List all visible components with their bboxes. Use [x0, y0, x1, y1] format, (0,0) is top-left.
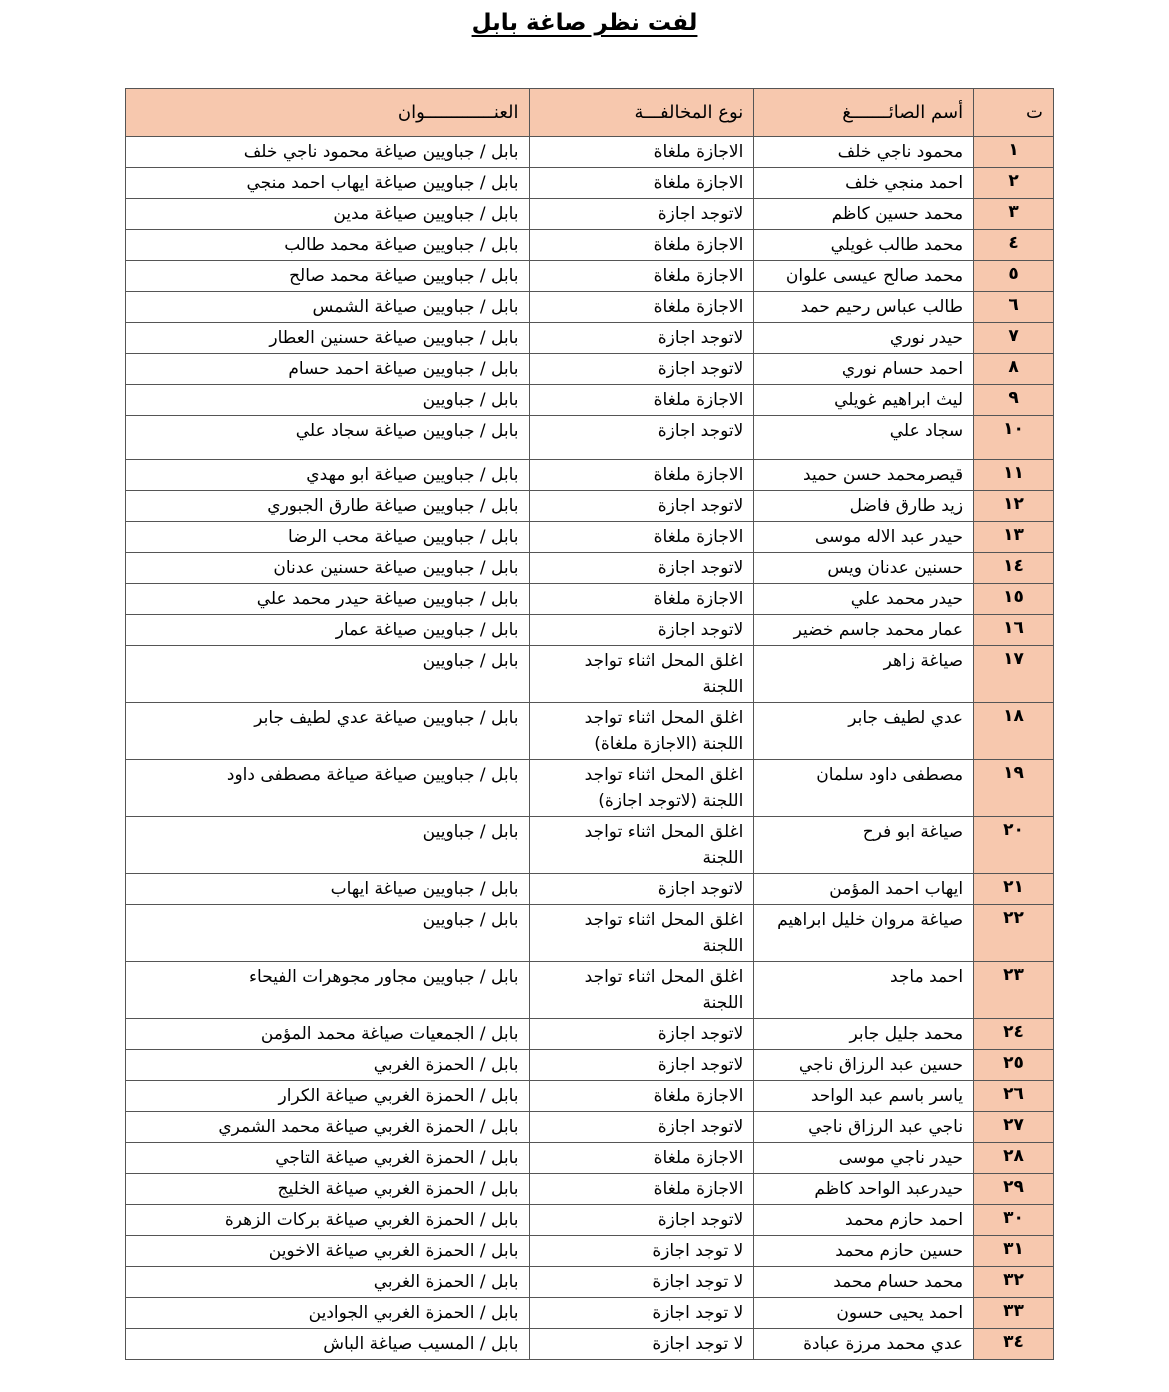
- cell-address: بابل / جباويين صياغة ايهاب احمد منجي: [126, 168, 530, 199]
- cell-address: بابل / جباويين صياغة حسنين عدنان: [126, 553, 530, 584]
- cell-violation: الاجازة ملغاة: [529, 460, 754, 491]
- cell-violation: لاتوجد اجازة: [529, 553, 754, 584]
- cell-address: بابل / جباويين: [126, 905, 530, 962]
- cell-num: ٢: [974, 168, 1054, 199]
- cell-num: ٢٩: [974, 1174, 1054, 1205]
- cell-address: بابل / الحمزة الغربي صياغة الاخوين: [126, 1236, 530, 1267]
- cell-address: بابل / جباويين صياغة عدي لطيف جابر: [126, 703, 530, 760]
- cell-violation: لاتوجد اجازة: [529, 416, 754, 460]
- cell-name: محمد حسين كاظم: [754, 199, 974, 230]
- cell-violation: لا توجد اجازة: [529, 1329, 754, 1360]
- cell-violation: اغلق المحل اثناء تواجد اللجنة (لاتوجد اجازة): [529, 760, 754, 817]
- table-row: [126, 1081, 1054, 1112]
- cell-address: بابل / الحمزة الغربي صياغة التاجي: [126, 1143, 530, 1174]
- cell-num: ١: [974, 137, 1054, 168]
- cell-num: ١٩: [974, 760, 1054, 817]
- cell-address: بابل / جباويين صياغة محمد صالح: [126, 261, 530, 292]
- cell-violation: الاجازة ملغاة: [529, 168, 754, 199]
- cell-address: بابل / جباويين صياغة محمود ناجي خلف: [126, 137, 530, 168]
- cell-violation: اغلق المحل اثناء تواجد اللجنة: [529, 905, 754, 962]
- page-title-text: لفت نظر صاغة بابل: [471, 10, 698, 36]
- table-row: [126, 817, 1054, 874]
- cell-name: صياغة ابو فرح: [754, 817, 974, 874]
- table-header: [126, 89, 1054, 137]
- cell-address: بابل / جباويين صياغة محب الرضا: [126, 522, 530, 553]
- cell-address: بابل / جباويين صياغة صياغة مصطفى داود: [126, 760, 530, 817]
- cell-name: عمار محمد جاسم خضير: [754, 615, 974, 646]
- cell-address: بابل / جباويين مجاور مجوهرات الفيحاء: [126, 962, 530, 1019]
- header-num: ت: [974, 89, 1054, 137]
- cell-name: عدي محمد مرزة عبادة: [754, 1329, 974, 1360]
- cell-violation: لاتوجد اجازة: [529, 1019, 754, 1050]
- cell-address: بابل / جباويين صياغة مدين: [126, 199, 530, 230]
- table-row: [126, 1205, 1054, 1236]
- cell-num: ١٢: [974, 491, 1054, 522]
- table-row: [126, 460, 1054, 491]
- cell-violation: الاجازة ملغاة: [529, 1174, 754, 1205]
- cell-name: احمد منجي خلف: [754, 168, 974, 199]
- cell-name: زيد طارق فاضل: [754, 491, 974, 522]
- cell-num: ٨: [974, 354, 1054, 385]
- cell-num: ١٧: [974, 646, 1054, 703]
- cell-num: ٣٤: [974, 1329, 1054, 1360]
- cell-num: ٢٥: [974, 1050, 1054, 1081]
- cell-violation: الاجازة ملغاة: [529, 1081, 754, 1112]
- cell-violation: لا توجد اجازة: [529, 1236, 754, 1267]
- cell-address: بابل / الحمزة الغربي صياغة بركات الزهرة: [126, 1205, 530, 1236]
- cell-num: ٣٣: [974, 1298, 1054, 1329]
- table-row: [126, 1019, 1054, 1050]
- cell-name: ياسر باسم عبد الواحد: [754, 1081, 974, 1112]
- cell-violation: الاجازة ملغاة: [529, 522, 754, 553]
- cell-violation: لا توجد اجازة: [529, 1267, 754, 1298]
- cell-address: بابل / جباويين: [126, 817, 530, 874]
- table-row: [126, 491, 1054, 522]
- cell-num: ٣٢: [974, 1267, 1054, 1298]
- cell-name: صياغة زاهر: [754, 646, 974, 703]
- table-row: [126, 416, 1054, 460]
- header-violation: نوع المخالفـــة: [529, 89, 754, 137]
- cell-violation: الاجازة ملغاة: [529, 1143, 754, 1174]
- cell-num: ٢٨: [974, 1143, 1054, 1174]
- cell-name: احمد يحيى حسون: [754, 1298, 974, 1329]
- table-body: [126, 137, 1054, 1360]
- cell-name: صياغة مروان خليل ابراهيم: [754, 905, 974, 962]
- cell-address: بابل / الحمزة الغربي صياغة الخليج: [126, 1174, 530, 1205]
- cell-address: بابل / جباويين صياغة احمد حسام: [126, 354, 530, 385]
- cell-name: احمد ماجد: [754, 962, 974, 1019]
- cell-name: حيدر ناجي موسى: [754, 1143, 974, 1174]
- cell-num: ١١: [974, 460, 1054, 491]
- cell-address: بابل / جباويين صياغة سجاد علي: [126, 416, 530, 460]
- table-row: [126, 760, 1054, 817]
- cell-violation: الاجازة ملغاة: [529, 292, 754, 323]
- cell-address: بابل / الجمعيات صياغة محمد المؤمن: [126, 1019, 530, 1050]
- cell-violation: اغلق المحل اثناء تواجد اللجنة: [529, 646, 754, 703]
- cell-num: ١٠: [974, 416, 1054, 460]
- cell-address: بابل / الحمزة الغربي الجوادين: [126, 1298, 530, 1329]
- table-row: [126, 703, 1054, 760]
- table-row: [126, 1267, 1054, 1298]
- table-row: [126, 292, 1054, 323]
- cell-num: ٣٠: [974, 1205, 1054, 1236]
- cell-num: ١٤: [974, 553, 1054, 584]
- cell-name: مصطفى داود سلمان: [754, 760, 974, 817]
- cell-address: بابل / جباويين صياغة ابو مهدي: [126, 460, 530, 491]
- cell-address: بابل / جباويين: [126, 385, 530, 416]
- cell-violation: الاجازة ملغاة: [529, 137, 754, 168]
- table-row: [126, 646, 1054, 703]
- table-row: [126, 1050, 1054, 1081]
- table-row: [126, 1298, 1054, 1329]
- cell-num: ٢٦: [974, 1081, 1054, 1112]
- cell-address: بابل / جباويين صياغة محمد طالب: [126, 230, 530, 261]
- table-row: [126, 1329, 1054, 1360]
- cell-num: ٥: [974, 261, 1054, 292]
- cell-name: احمد حازم محمد: [754, 1205, 974, 1236]
- table-row: [126, 553, 1054, 584]
- cell-name: محمد طالب غويلي: [754, 230, 974, 261]
- cell-name: سجاد علي: [754, 416, 974, 460]
- cell-name: محمد صالح عيسى علوان: [754, 261, 974, 292]
- cell-num: ٧: [974, 323, 1054, 354]
- cell-name: محمود ناجي خلف: [754, 137, 974, 168]
- cell-num: ٢٢: [974, 905, 1054, 962]
- header-row: [126, 89, 1054, 137]
- cell-violation: لاتوجد اجازة: [529, 1050, 754, 1081]
- cell-name: ليث ابراهيم غويلي: [754, 385, 974, 416]
- cell-violation: اغلق المحل اثناء تواجد اللجنة: [529, 962, 754, 1019]
- cell-name: حيدر نوري: [754, 323, 974, 354]
- table-row: [126, 962, 1054, 1019]
- cell-violation: لا توجد اجازة: [529, 1298, 754, 1329]
- cell-num: ٢٣: [974, 962, 1054, 1019]
- cell-violation: لاتوجد اجازة: [529, 354, 754, 385]
- cell-num: ١٥: [974, 584, 1054, 615]
- cell-name: احمد حسام نوري: [754, 354, 974, 385]
- table-row: [126, 615, 1054, 646]
- cell-name: حيدرعبد الواحد كاظم: [754, 1174, 974, 1205]
- header-address: العنـــــــــــــوان: [126, 89, 530, 137]
- cell-name: حسين حازم محمد: [754, 1236, 974, 1267]
- cell-name: حيدر محمد علي: [754, 584, 974, 615]
- cell-num: ٤: [974, 230, 1054, 261]
- cell-violation: الاجازة ملغاة: [529, 261, 754, 292]
- cell-num: ٩: [974, 385, 1054, 416]
- cell-address: بابل / الحمزة الغربي: [126, 1267, 530, 1298]
- cell-violation: اغلق المحل اثناء تواجد اللجنة (الاجازة ملغاة): [529, 703, 754, 760]
- table-row: [126, 1143, 1054, 1174]
- cell-violation: لاتوجد اجازة: [529, 323, 754, 354]
- cell-violation: لاتوجد اجازة: [529, 874, 754, 905]
- cell-name: محمد حسام محمد: [754, 1267, 974, 1298]
- cell-num: ٢٤: [974, 1019, 1054, 1050]
- cell-name: طالب عباس رحيم حمد: [754, 292, 974, 323]
- cell-violation: لاتوجد اجازة: [529, 199, 754, 230]
- table-row: [126, 385, 1054, 416]
- cell-violation: لاتوجد اجازة: [529, 1112, 754, 1143]
- page-title: [0, 10, 1169, 36]
- cell-address: بابل / جباويين صياغة حسنين العطار: [126, 323, 530, 354]
- cell-name: محمد جليل جابر: [754, 1019, 974, 1050]
- cell-num: ٢٠: [974, 817, 1054, 874]
- cell-violation: الاجازة ملغاة: [529, 230, 754, 261]
- cell-address: بابل / الحمزة الغربي صياغة الكرار: [126, 1081, 530, 1112]
- violations-table: [125, 88, 1054, 1360]
- cell-violation: الاجازة ملغاة: [529, 584, 754, 615]
- table-row: [126, 1112, 1054, 1143]
- cell-address: بابل / جباويين صياغة الشمس: [126, 292, 530, 323]
- table-row: [126, 137, 1054, 168]
- table-row: [126, 230, 1054, 261]
- table-row: [126, 1236, 1054, 1267]
- cell-num: ١٣: [974, 522, 1054, 553]
- cell-name: حسنين عدنان ويس: [754, 553, 974, 584]
- table-row: [126, 199, 1054, 230]
- cell-name: ايهاب احمد المؤمن: [754, 874, 974, 905]
- table-row: [126, 874, 1054, 905]
- cell-num: ٢٧: [974, 1112, 1054, 1143]
- table-row: [126, 168, 1054, 199]
- table-row: [126, 522, 1054, 553]
- cell-num: ٣: [974, 199, 1054, 230]
- table-row: [126, 1174, 1054, 1205]
- cell-name: عدي لطيف جابر: [754, 703, 974, 760]
- cell-name: حسين عبد الرزاق ناجي: [754, 1050, 974, 1081]
- table-row: [126, 323, 1054, 354]
- table-row: [126, 354, 1054, 385]
- table-row: [126, 584, 1054, 615]
- cell-address: بابل / جباويين صياغة حيدر محمد علي: [126, 584, 530, 615]
- header-name: أسم الصائـــــــغ: [754, 89, 974, 137]
- cell-num: ٦: [974, 292, 1054, 323]
- cell-name: قيصرمحمد حسن حميد: [754, 460, 974, 491]
- table-row: [126, 905, 1054, 962]
- cell-num: ١٨: [974, 703, 1054, 760]
- cell-name: حيدر عبد الاله موسى: [754, 522, 974, 553]
- table-row: [126, 261, 1054, 292]
- cell-violation: لاتوجد اجازة: [529, 615, 754, 646]
- cell-num: ٣١: [974, 1236, 1054, 1267]
- cell-num: ٢١: [974, 874, 1054, 905]
- cell-name: ناجي عبد الرزاق ناجي: [754, 1112, 974, 1143]
- cell-violation: اغلق المحل اثناء تواجد اللجنة: [529, 817, 754, 874]
- cell-address: بابل / جباويين صياغة عمار: [126, 615, 530, 646]
- cell-address: بابل / الحمزة الغربي: [126, 1050, 530, 1081]
- cell-violation: لاتوجد اجازة: [529, 1205, 754, 1236]
- cell-address: بابل / جباويين صياغة طارق الجبوري: [126, 491, 530, 522]
- cell-violation: لاتوجد اجازة: [529, 491, 754, 522]
- cell-address: بابل / الحمزة الغربي صياغة محمد الشمري: [126, 1112, 530, 1143]
- cell-address: بابل / جباويين صياغة ايهاب: [126, 874, 530, 905]
- cell-violation: الاجازة ملغاة: [529, 385, 754, 416]
- cell-address: بابل / جباويين: [126, 646, 530, 703]
- cell-num: ١٦: [974, 615, 1054, 646]
- cell-address: بابل / المسيب صياغة الباش: [126, 1329, 530, 1360]
